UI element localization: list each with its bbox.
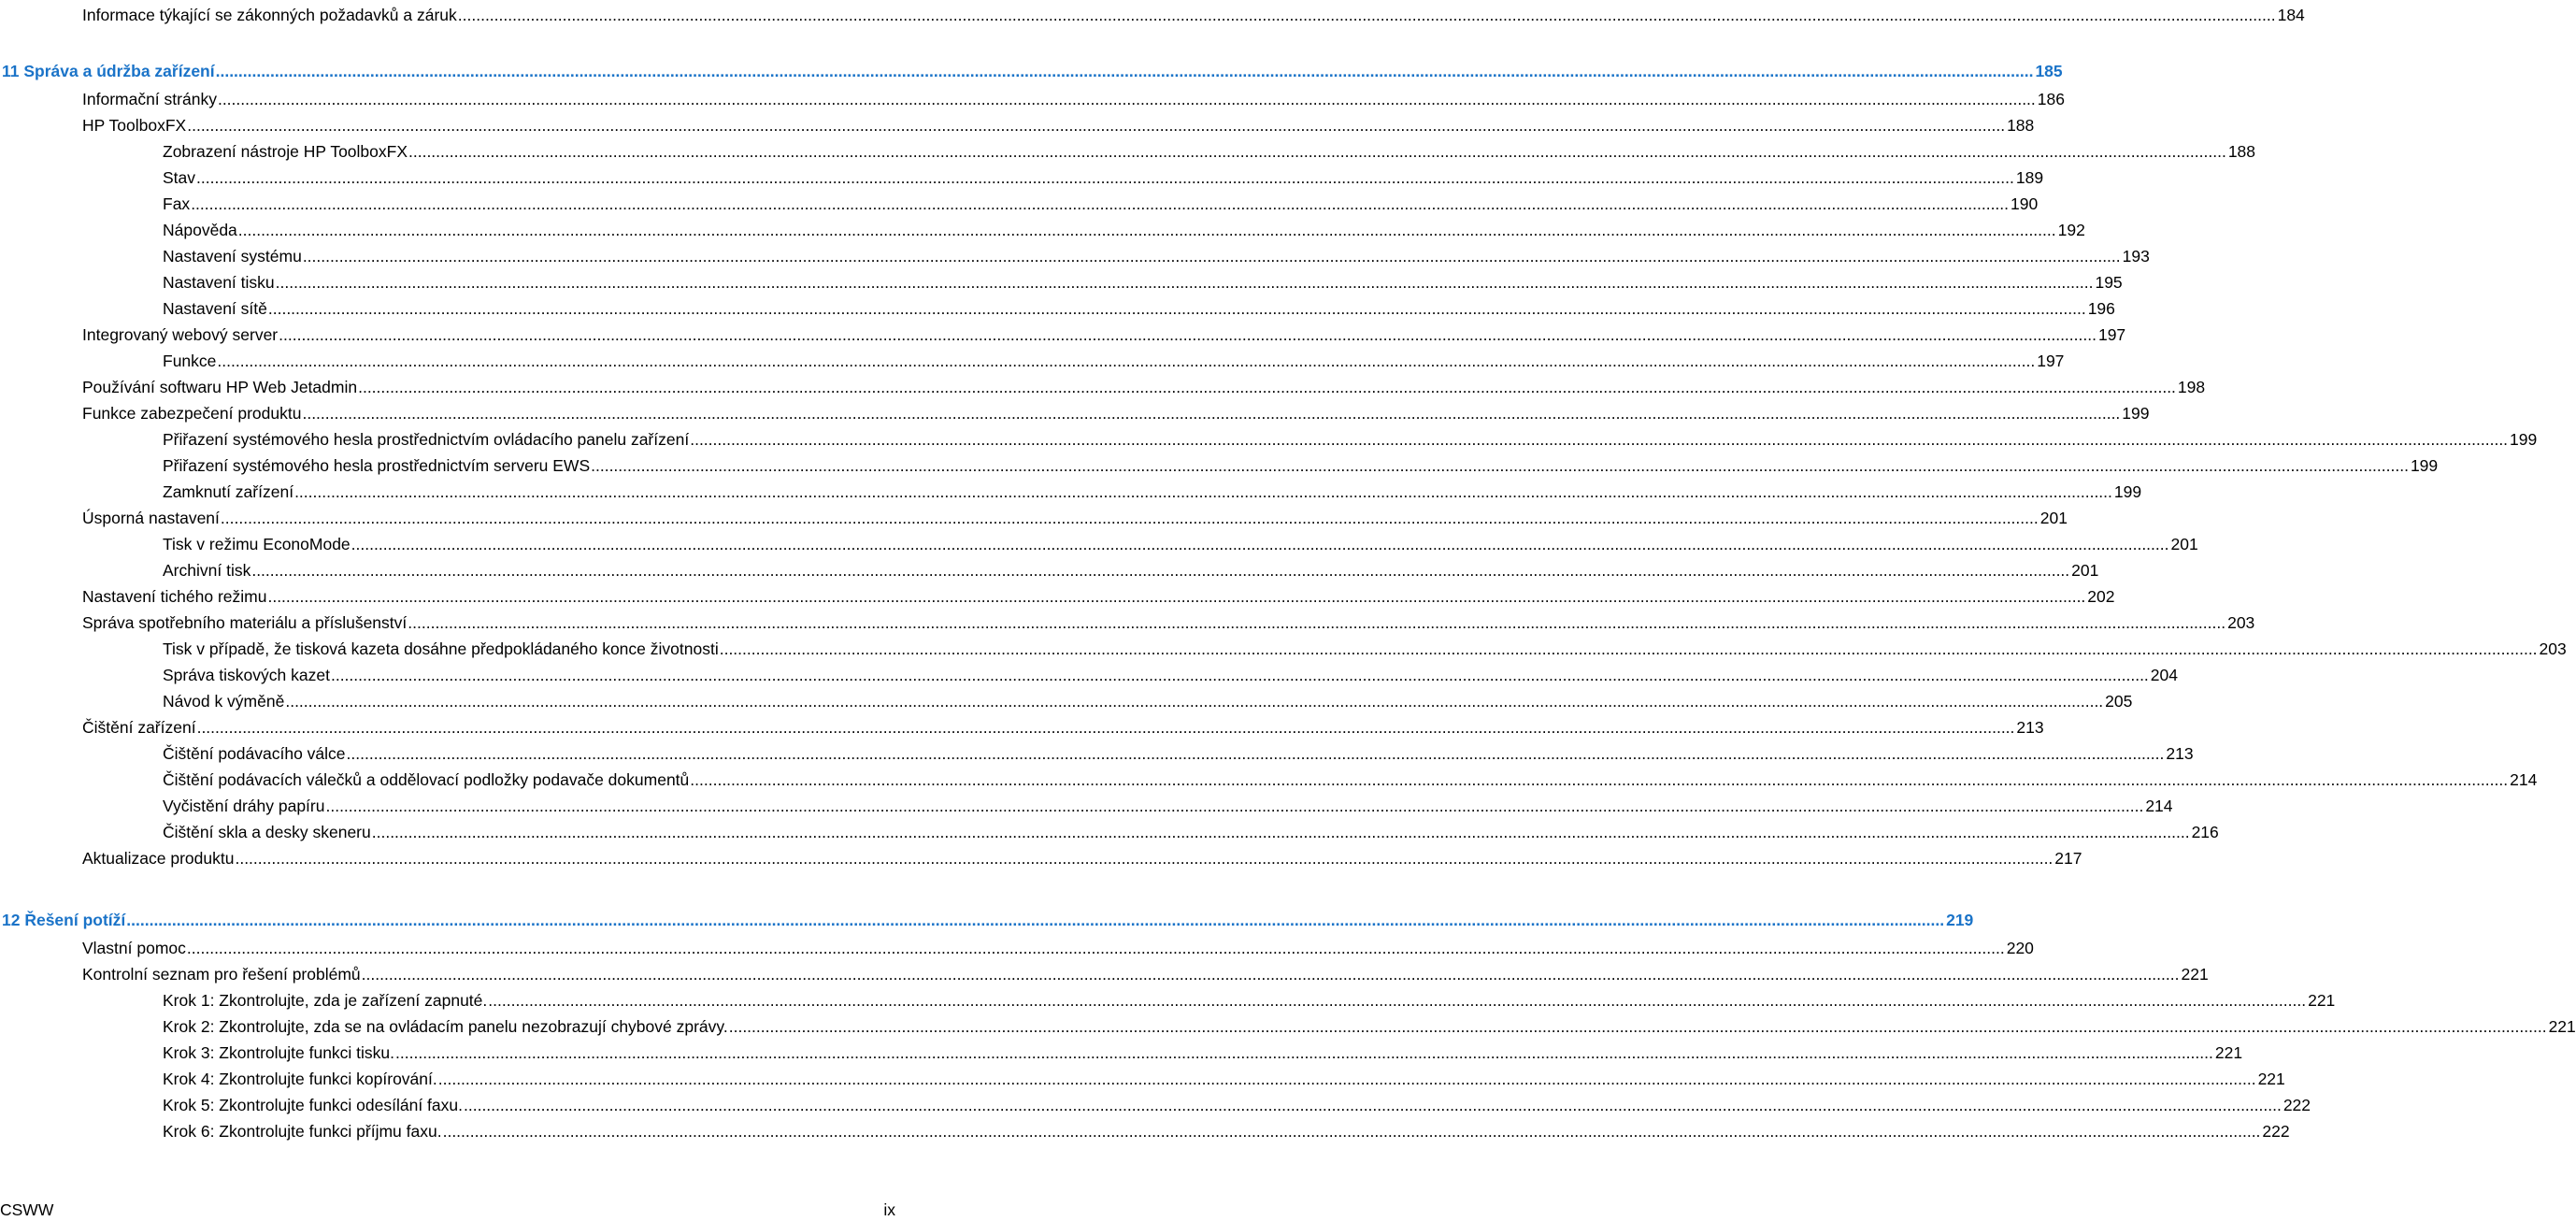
toc-entry[interactable] <box>82 372 2206 396</box>
toc-dot-leader: ................................................................................................................................................................................................................................................................................................................................................................................................................ <box>351 535 2169 553</box>
toc-entry[interactable] <box>163 346 2065 370</box>
toc-dot-leader: ................................................................................................................................................................................................................................................................................................................................................................................................................ <box>488 991 2307 1010</box>
toc-entry-title: Správa spotřebního materiálu a příslušenství <box>82 613 408 632</box>
toc-entry-title: Správa tiskových kazet <box>163 666 330 684</box>
toc-entry[interactable] <box>163 739 2194 763</box>
toc-dot-leader: ................................................................................................................................................................................................................................................................................................................................................................................................................ <box>191 194 2010 213</box>
toc-dot-leader: ................................................................................................................................................................................................................................................................................................................................................................................................................ <box>719 639 2538 658</box>
toc-entry-title: Informační stránky <box>82 90 217 108</box>
toc-entry-title: Krok 3: Zkontrolujte funkci tisku. <box>163 1043 395 1062</box>
toc-entry[interactable] <box>163 424 2538 449</box>
toc-entry-title: Archivní tisk <box>163 561 251 580</box>
toc-entry-page: 213 <box>2166 744 2194 763</box>
toc-entry-title: Vyčistění dráhy papíru <box>163 797 325 815</box>
toc-dot-leader: ................................................................................................................................................................................................................................................................................................................................................................................................................ <box>237 221 2056 239</box>
toc-entry-page: 196 <box>2087 299 2115 318</box>
toc-entry-page: 221 <box>2257 1070 2285 1088</box>
toc-entry-title: Tisk v režimu EconoMode <box>163 535 351 553</box>
toc-entry[interactable] <box>82 582 2115 606</box>
toc-dot-leader: ................................................................................................................................................................................................................................................................................................................................................................................................................ <box>302 404 2121 423</box>
toc-dot-leader: ................................................................................................................................................................................................................................................................................................................................................................................................................ <box>126 911 1945 929</box>
toc-dot-leader: ................................................................................................................................................................................................................................................................................................................................................................................................................ <box>408 142 2226 161</box>
toc-entry[interactable] <box>163 985 2336 1010</box>
toc-entry[interactable] <box>163 791 2173 815</box>
toc-entry[interactable] <box>163 1038 2243 1062</box>
toc-entry-title: Krok 4: Zkontrolujte funkci kopírování. <box>163 1070 437 1088</box>
toc-entry-page: 198 <box>2177 378 2206 396</box>
toc-entry-title: Nastavení tisku <box>163 273 275 292</box>
toc-entry-page: 222 <box>2283 1096 2311 1114</box>
toc-entry[interactable] <box>163 136 2256 161</box>
toc-entry-page: 197 <box>2037 352 2065 370</box>
toc-dot-leader: ................................................................................................................................................................................................................................................................................................................................................................................................................ <box>408 613 2226 632</box>
toc-entry-page: 190 <box>2011 194 2039 213</box>
toc-entry-title: Zobrazení nástroje HP ToolboxFX <box>163 142 408 161</box>
toc-entry[interactable] <box>163 817 2219 841</box>
toc-entry-title: Funkce zabezpečení produktu <box>82 404 302 423</box>
toc-dot-leader: ................................................................................................................................................................................................................................................................................................................................................................................................................ <box>235 849 2054 868</box>
toc-entry[interactable] <box>82 398 2150 423</box>
toc-entry[interactable] <box>82 84 2065 108</box>
toc-entry[interactable] <box>82 933 2034 957</box>
toc-entry[interactable] <box>163 215 2085 239</box>
toc-entry-title: Krok 1: Zkontrolujte, zda je zařízení zapnuté. <box>163 991 488 1010</box>
toc-entry[interactable] <box>163 189 2039 213</box>
toc-entry[interactable] <box>82 959 2209 984</box>
toc-entry-page: 221 <box>2308 991 2336 1010</box>
toc-entry[interactable] <box>163 634 2567 658</box>
toc-dot-leader: ................................................................................................................................................................................................................................................................................................................................................................................................................ <box>325 797 2144 815</box>
toc-entry[interactable] <box>163 267 2123 292</box>
toc-entry-page: 216 <box>2191 823 2219 841</box>
toc-entry-title: Krok 6: Zkontrolujte funkci příjmu faxu. <box>163 1122 442 1141</box>
toc-entry-title: Krok 5: Zkontrolujte funkci odesílání faxu. <box>163 1096 463 1114</box>
toc-entry-title: Tisk v případě, že tisková kazeta dosáhne předpokládaného konce životnosti <box>163 639 719 658</box>
toc-entry-title: Čištění skla a desky skeneru <box>163 823 371 841</box>
toc-entry[interactable] <box>82 712 2044 737</box>
toc-entry-title: Čištění zařízení <box>82 718 196 737</box>
toc-entry-page: 214 <box>2510 770 2538 789</box>
toc-dot-leader: ................................................................................................................................................................................................................................................................................................................................................................................................................ <box>361 965 2180 984</box>
toc-dot-leader: ................................................................................................................................................................................................................................................................................................................................................................................................................ <box>294 482 2112 501</box>
toc-entry-title: Používání softwaru HP Web Jetadmin <box>82 378 358 396</box>
toc-entry-title: Vlastní pomoc <box>82 939 186 957</box>
toc-entry-title: Zamknutí zařízení <box>163 482 294 501</box>
toc-dot-leader: ................................................................................................................................................................................................................................................................................................................................................................................................................ <box>728 1017 2547 1036</box>
toc-entry-title: Nastavení sítě <box>163 299 267 318</box>
toc-entry-page: 220 <box>2006 939 2034 957</box>
toc-entry-page: 186 <box>2037 90 2065 108</box>
toc-dot-leader: ................................................................................................................................................................................................................................................................................................................................................................................................................ <box>196 168 2014 187</box>
toc-entry-page: 201 <box>2039 509 2068 527</box>
toc-entry-page: 201 <box>2071 561 2099 580</box>
toc-entry[interactable] <box>163 529 2198 553</box>
toc-entry-page: 193 <box>2122 247 2150 266</box>
toc-entry-page: 214 <box>2145 797 2173 815</box>
toc-dot-leader: ................................................................................................................................................................................................................................................................................................................................................................................................................ <box>358 378 2176 396</box>
toc-entry-page: 203 <box>2227 613 2255 632</box>
toc-dot-leader: ................................................................................................................................................................................................................................................................................................................................................................................................................ <box>196 718 2015 737</box>
toc-dot-leader: ................................................................................................................................................................................................................................................................................................................................................................................................................ <box>591 456 2409 475</box>
toc-entry[interactable] <box>163 1012 2576 1036</box>
toc-entry-title: Čištění podávacího válce <box>163 744 346 763</box>
toc-dot-leader: ................................................................................................................................................................................................................................................................................................................................................................................................................ <box>464 1096 2282 1114</box>
toc-entry[interactable] <box>82 320 2126 344</box>
toc-entry[interactable] <box>163 1064 2285 1088</box>
toc-entry[interactable] <box>82 843 2082 868</box>
toc-entry-page: 197 <box>2097 325 2126 344</box>
toc-entry-page: 201 <box>2170 535 2198 553</box>
toc-dot-leader: ................................................................................................................................................................................................................................................................................................................................................................................................................ <box>346 744 2165 763</box>
toc-entry-title: Nastavení tichého režimu <box>82 587 267 606</box>
toc-entry[interactable] <box>82 503 2068 527</box>
toc-entry[interactable] <box>163 451 2439 475</box>
toc-entry-page: 221 <box>2214 1043 2243 1062</box>
toc-entry-page: 205 <box>2105 692 2133 711</box>
toc-dot-leader: ................................................................................................................................................................................................................................................................................................................................................................................................................ <box>371 823 2190 841</box>
toc-entry[interactable] <box>82 0 2305 24</box>
toc-entry-title: Informace týkající se zákonných požadavků a záruk <box>82 6 457 24</box>
toc-dot-leader: ................................................................................................................................................................................................................................................................................................................................................................................................................ <box>186 939 2005 957</box>
toc-entry[interactable] <box>163 477 2142 501</box>
toc-dot-leader: ................................................................................................................................................................................................................................................................................................................................................................................................................ <box>275 273 2094 292</box>
toc-dot-leader: ................................................................................................................................................................................................................................................................................................................................................................................................................ <box>267 299 2086 318</box>
toc-entry-page: 184 <box>2277 6 2305 24</box>
toc-dot-leader: ................................................................................................................................................................................................................................................................................................................................................................................................................ <box>690 430 2509 449</box>
toc-entry-page: 188 <box>2007 116 2035 135</box>
toc-dot-leader: ................................................................................................................................................................................................................................................................................................................................................................................................................ <box>279 325 2097 344</box>
toc-dot-leader: ................................................................................................................................................................................................................................................................................................................................................................................................................ <box>267 587 2086 606</box>
toc-entry[interactable] <box>163 1090 2311 1114</box>
toc-entry-page: 202 <box>2087 587 2115 606</box>
toc-entry-title: Čištění podávacích válečků a oddělovací podložky podavače dokumentů <box>163 770 690 789</box>
footer-label: CSWW <box>0 1200 54 1219</box>
toc-entry[interactable] <box>163 1116 2290 1141</box>
toc-entry-title: Stav <box>163 168 196 187</box>
toc-dot-leader: ................................................................................................................................................................................................................................................................................................................................................................................................................ <box>215 62 2034 80</box>
toc-entry-title: 11 Správa a údržba zařízení <box>2 62 215 80</box>
toc-entry-title: Fax <box>163 194 191 213</box>
toc-entry[interactable] <box>163 686 2133 711</box>
toc-entry-page: 188 <box>2227 142 2256 161</box>
toc-entry-title: Integrovaný webový server <box>82 325 279 344</box>
toc-dot-leader: ................................................................................................................................................................................................................................................................................................................................................................................................................ <box>330 666 2149 684</box>
toc-dot-leader: ................................................................................................................................................................................................................................................................................................................................................................................................................ <box>217 90 2036 108</box>
toc-entry-page: 217 <box>2054 849 2082 868</box>
toc-chapter-entry[interactable] <box>2 905 1974 929</box>
toc-entry-page: 189 <box>2015 168 2044 187</box>
toc-entry-page: 203 <box>2539 639 2567 658</box>
toc-entry-title: Přiřazení systémového hesla prostřednictvím serveru EWS <box>163 456 591 475</box>
toc-dot-leader: ................................................................................................................................................................................................................................................................................................................................................................................................................ <box>302 247 2121 266</box>
toc-entry-title: Aktualizace produktu <box>82 849 235 868</box>
toc-entry-page: 204 <box>2150 666 2178 684</box>
toc-entry[interactable] <box>163 765 2538 789</box>
toc-entry-page: 195 <box>2095 273 2123 292</box>
toc-entry[interactable] <box>163 555 2099 580</box>
toc-dot-leader: ................................................................................................................................................................................................................................................................................................................................................................................................................ <box>457 6 2276 24</box>
toc-dot-leader: ................................................................................................................................................................................................................................................................................................................................................................................................................ <box>217 352 2036 370</box>
toc-entry-page: 221 <box>2548 1017 2576 1036</box>
toc-entry-title: Kontrolní seznam pro řešení problémů <box>82 965 361 984</box>
toc-dot-leader: ................................................................................................................................................................................................................................................................................................................................................................................................................ <box>220 509 2039 527</box>
toc-entry-title: Funkce <box>163 352 217 370</box>
toc-entry[interactable] <box>163 660 2178 684</box>
toc-entry-title: Nastavení systému <box>163 247 302 266</box>
toc-entry-page: 221 <box>2181 965 2209 984</box>
toc-entry-page: 213 <box>2016 718 2044 737</box>
toc-entry-title: Nápověda <box>163 221 237 239</box>
toc-dot-leader: ................................................................................................................................................................................................................................................................................................................................................................................................................ <box>187 116 2006 135</box>
toc-entry-page: 199 <box>2122 404 2150 423</box>
toc-dot-leader: ................................................................................................................................................................................................................................................................................................................................................................................................................ <box>437 1070 2256 1088</box>
toc-entry-page: 199 <box>2113 482 2142 501</box>
toc-dot-leader: ................................................................................................................................................................................................................................................................................................................................................................................................................ <box>442 1122 2261 1141</box>
toc-dot-leader: ................................................................................................................................................................................................................................................................................................................................................................................................................ <box>690 770 2509 789</box>
toc-entry[interactable] <box>82 608 2255 632</box>
toc-entry-page: 222 <box>2262 1122 2290 1141</box>
toc-entry[interactable] <box>163 294 2115 318</box>
toc-entry-title: Návod k výměně <box>163 692 285 711</box>
toc-entry-page: 199 <box>2510 430 2538 449</box>
toc-entry-page: 185 <box>2035 62 2063 80</box>
toc-dot-leader: ................................................................................................................................................................................................................................................................................................................................................................................................................ <box>251 561 2070 580</box>
footer-page-number: ix <box>883 1200 895 1219</box>
toc-entry-page: 192 <box>2057 221 2085 239</box>
toc-entry[interactable] <box>163 241 2150 266</box>
toc-entry-title: Úsporná nastavení <box>82 509 220 527</box>
toc-entry[interactable] <box>82 110 2035 135</box>
toc-entry-title: 12 Řešení potíží <box>2 911 126 929</box>
toc-chapter-entry[interactable] <box>2 56 2063 80</box>
toc-entry[interactable] <box>163 163 2044 187</box>
toc-entry-page: 219 <box>1946 911 1974 929</box>
toc-dot-leader: ................................................................................................................................................................................................................................................................................................................................................................................................................ <box>285 692 2104 711</box>
toc-entry-title: Přiřazení systémového hesla prostřednictvím ovládacího panelu zařízení <box>163 430 690 449</box>
toc-entry-title: Krok 2: Zkontrolujte, zda se na ovládacím panelu nezobrazují chybové zprávy. <box>163 1017 728 1036</box>
toc-dot-leader: ................................................................................................................................................................................................................................................................................................................................................................................................................ <box>395 1043 2213 1062</box>
toc-entry-title: HP ToolboxFX <box>82 116 187 135</box>
toc-entry-page: 199 <box>2410 456 2439 475</box>
